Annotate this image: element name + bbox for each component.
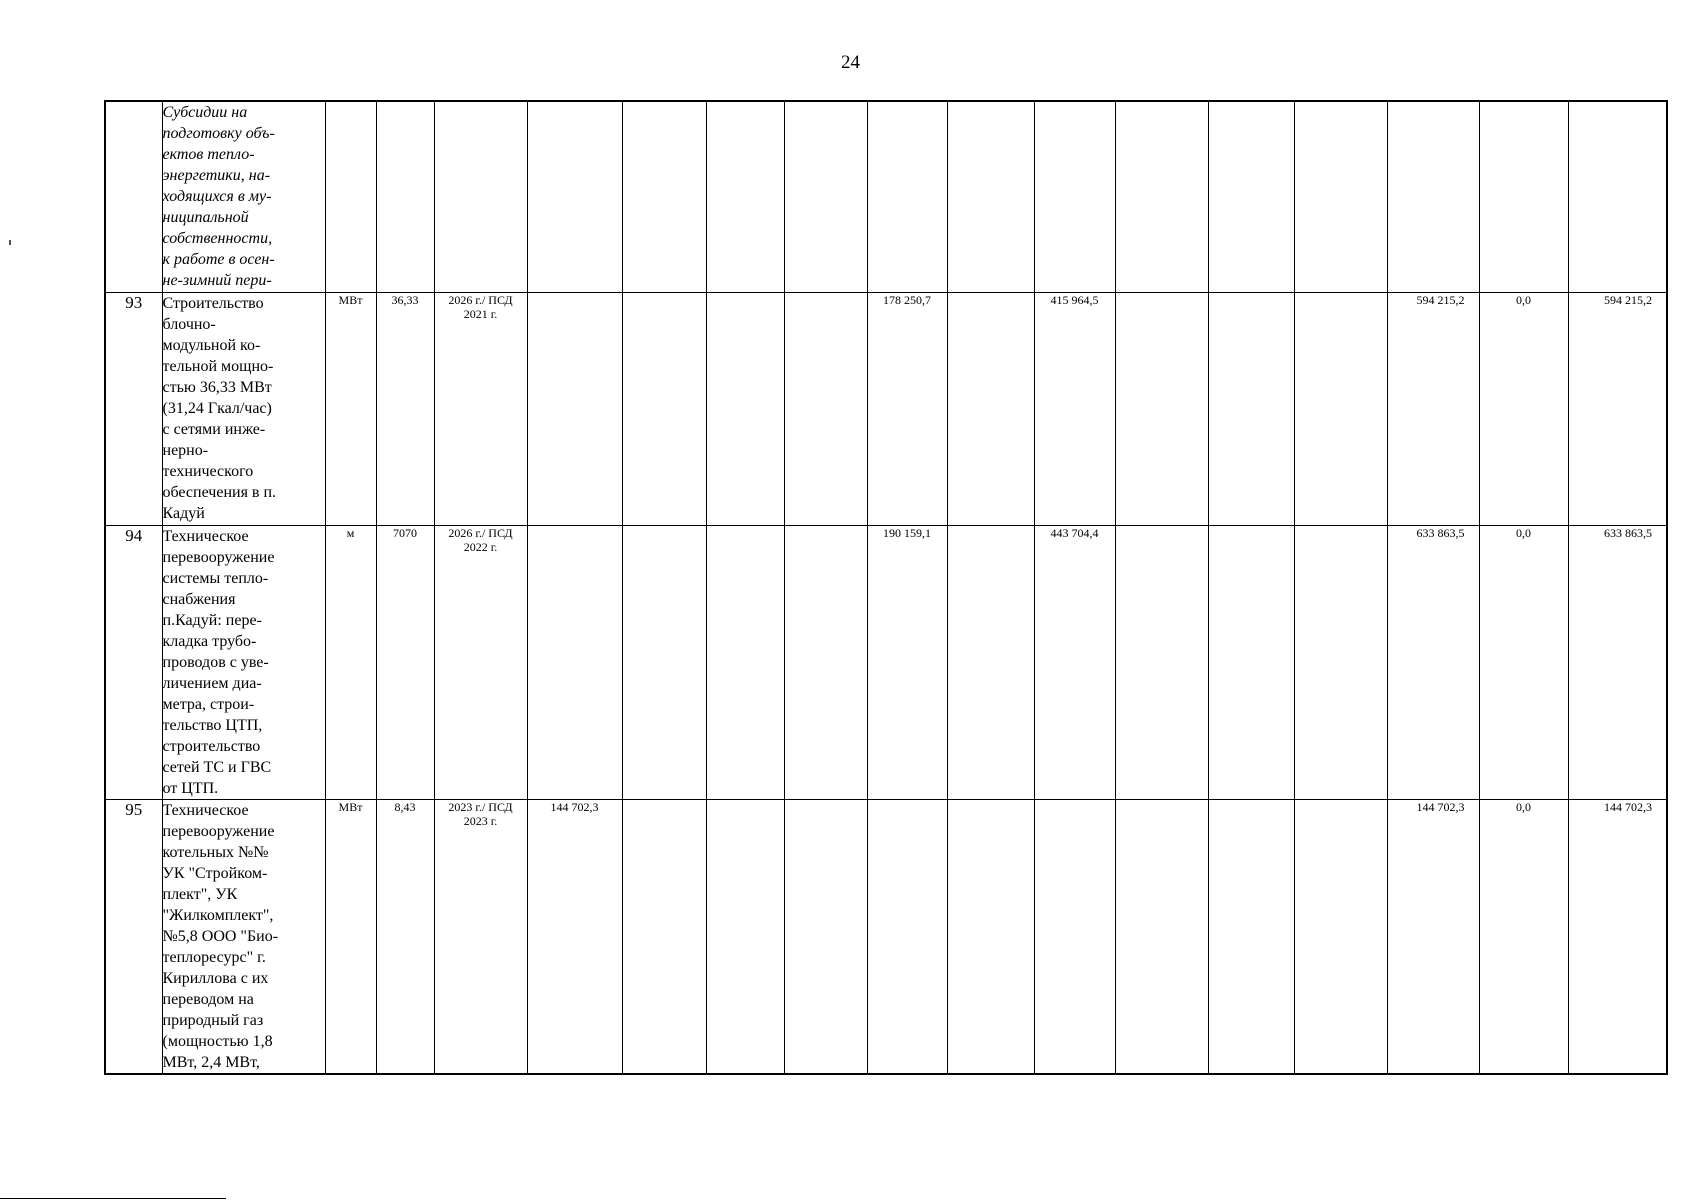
zero-cell: 0,0 [1479,525,1568,799]
scan-mark [9,240,11,245]
footnote-separator [0,1198,226,1199]
amount-cell [622,525,706,799]
item-name: Техническое перевооружение системы тепло- снабжения п.Кадуй: пере- кладка трубо- проводов с уве- личением диа- метра, строи- тельство ЦТП, строительство сетей ТС и ГВС от ЦТП. [162,525,325,799]
period-cell: 2026 г./ ПСД 2022 г. [434,525,527,799]
total-cell [1387,101,1479,292]
amount-cell: 443 704,4 [1034,525,1115,799]
sum-cell: 144 702,3 [1568,799,1667,1074]
amount-cell [1208,799,1294,1074]
amount-cell [784,525,867,799]
amount-cell [1208,101,1294,292]
amount-cell [527,101,622,292]
amount-cell [1115,525,1208,799]
amount-cell [527,525,622,799]
zero-cell: 0,0 [1479,292,1568,525]
row-number [105,101,162,292]
amount-cell [867,101,947,292]
amount-cell [1115,799,1208,1074]
zero-cell [1479,101,1568,292]
amount-cell [622,101,706,292]
amount-cell: 415 964,5 [1034,292,1115,525]
amount-cell [1208,292,1294,525]
table-row [105,292,1667,525]
amount-cell: 178 250,7 [867,292,947,525]
unit-cell [325,101,376,292]
amount-cell [1115,101,1208,292]
period-cell: 2026 г./ ПСД 2021 г. [434,292,527,525]
amount-cell [706,292,784,525]
unit-cell: МВт [325,799,376,1074]
table-row [105,101,1667,292]
amount-cell [706,525,784,799]
amount-cell [622,292,706,525]
sum-cell: 594 215,2 [1568,292,1667,525]
capacity-cell [376,101,434,292]
amount-cell [1294,101,1387,292]
table-row [105,525,1667,799]
amount-cell [784,101,867,292]
capacity-cell: 36,33 [376,292,434,525]
amount-cell [784,292,867,525]
capacity-cell: 7070 [376,525,434,799]
amount-cell [947,799,1034,1074]
page-number: 24 [841,52,860,73]
amount-cell [706,101,784,292]
amount-cell [622,799,706,1074]
amount-cell [527,292,622,525]
row-number: 95 [105,799,162,1074]
capacity-cell: 8,43 [376,799,434,1074]
amount-cell: 190 159,1 [867,525,947,799]
amount-cell: 144 702,3 [527,799,622,1074]
amount-cell [1034,799,1115,1074]
amount-cell [706,799,784,1074]
unit-cell: МВт [325,292,376,525]
amount-cell [867,799,947,1074]
table-row [105,799,1667,1074]
period-cell: 2023 г./ ПСД 2023 г. [434,799,527,1074]
amount-cell [1294,292,1387,525]
amount-cell [1034,101,1115,292]
amount-cell [1294,799,1387,1074]
total-cell: 594 215,2 [1387,292,1479,525]
item-name: Строительство блочно- модульной ко- тельной мощно- стью 36,33 МВт (31,24 Гкал/час) с сетями инже- нерно- технического обеспечения в п. Кадуй [162,292,325,525]
amount-cell [947,292,1034,525]
item-name: Субсидии на подготовку объ- ектов тепло- энергетики, на- ходящихся в му- ниципальной собственности, к работе в осен- не-зимний пери- [162,101,325,292]
amount-cell [1294,525,1387,799]
period-cell [434,101,527,292]
row-number: 94 [105,525,162,799]
amount-cell [1115,292,1208,525]
unit-cell: м [325,525,376,799]
amount-cell [947,525,1034,799]
amount-cell [784,799,867,1074]
row-number: 93 [105,292,162,525]
sum-cell [1568,101,1667,292]
item-name: Техническое перевооружение котельных №№ УК "Стройком- плект", УК "Жилкомплект", №5,8 ООО "Био- теплоресурс" г. Кириллова с их переводом на природный газ (мощностью 1,8 МВт, 2,4 МВт, [162,799,325,1074]
amount-cell [1208,525,1294,799]
sum-cell: 633 863,5 [1568,525,1667,799]
amount-cell [947,101,1034,292]
total-cell: 633 863,5 [1387,525,1479,799]
total-cell: 144 702,3 [1387,799,1479,1074]
investment-table [104,100,1668,1075]
zero-cell: 0,0 [1479,799,1568,1074]
